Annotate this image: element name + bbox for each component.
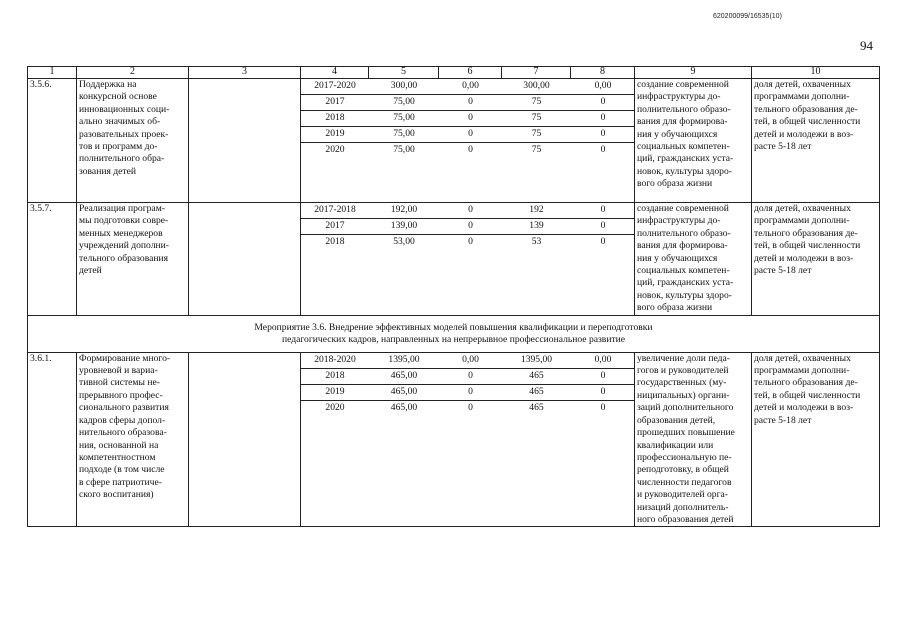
header-col-7: 7 xyxy=(502,67,571,79)
period-col6: 0 xyxy=(439,111,502,127)
period-year: 2020 xyxy=(325,401,345,413)
period-col6: 0 xyxy=(468,236,473,247)
period-col7: 75 xyxy=(531,144,542,155)
periods-table xyxy=(301,353,635,416)
period-col8: 0,00 xyxy=(571,79,635,95)
period-col6: 0 xyxy=(439,127,502,143)
period-total: 465,00 xyxy=(369,384,439,400)
period-total: 192,00 xyxy=(369,203,439,219)
period-total: 75,00 xyxy=(369,95,439,111)
period-year: 2018-2020 xyxy=(301,353,369,369)
period-year: 2017 xyxy=(301,95,369,111)
period-col8: 0 xyxy=(600,401,606,413)
period-col8: 0 xyxy=(571,368,635,384)
period-col6: 0,00 xyxy=(439,79,502,95)
period-year: 2017 xyxy=(301,219,369,235)
period-year: 2018 xyxy=(301,368,369,384)
row-target: доля детей, охваченных программами дополни- тельного образования де- тей, в общей численности детей и молодежи в воз- расте 5-18 лет xyxy=(752,352,880,527)
header-col-9: 9 xyxy=(635,67,752,79)
period-col7: 53 xyxy=(531,236,542,247)
period-row xyxy=(301,235,635,251)
period-col6: 0 xyxy=(439,203,502,219)
period-total: 53,00 xyxy=(393,236,415,247)
period-col8: 0 xyxy=(600,144,606,155)
period-total: 75,00 xyxy=(393,144,415,155)
period-col7: 465 xyxy=(502,368,571,384)
period-total: 465,00 xyxy=(369,368,439,384)
period-col8: 0 xyxy=(571,384,635,400)
period-total: 465,00 xyxy=(390,401,418,413)
period-row xyxy=(301,127,635,143)
row-target: доля детей, охваченных программами дополни- тельного образования де- тей, в общей численности детей и молодежи в воз- расте 5-18 лет xyxy=(752,203,880,316)
period-row xyxy=(301,79,635,95)
row-indicator: создание современной инфраструктуры до- полнительного образо- вания для формирова- ния у обучающихся социальных компетен- ций, гражданских уста- новок, культуры здоро- вого образа жизни xyxy=(635,79,752,203)
period-year: 2017-2018 xyxy=(301,203,369,219)
row-target: доля детей, охваченных программами дополни- тельного образования де- тей, в общей численности детей и молодежи в воз- расте 5-18 лет xyxy=(752,79,880,203)
period-col7: 75 xyxy=(502,111,571,127)
table-row xyxy=(28,203,880,316)
row-periods xyxy=(301,79,635,203)
period-col6: 0 xyxy=(439,384,502,400)
period-col7: 1395,00 xyxy=(502,353,571,369)
period-year: 2018 xyxy=(301,111,369,127)
header-col-1: 1 xyxy=(28,67,77,79)
period-year: 2019 xyxy=(301,384,369,400)
event-title: Мероприятие 3.6. Внедрение эффективных моделей повышения квалификации и переподготовки педагогических кадров, направленных на непрерывное профессиональное развитие xyxy=(28,315,880,352)
period-col6: 0 xyxy=(439,219,502,235)
period-row xyxy=(301,384,635,400)
row-activity-name: Реализация програм- мы подготовки совре- менных менеджеров учреждений дополни- тельного образования детей xyxy=(77,203,189,316)
period-col8: 0,00 xyxy=(571,353,635,369)
period-row xyxy=(301,400,635,416)
header-col-4: 4 xyxy=(301,67,369,79)
period-row xyxy=(301,353,635,369)
period-col8: 0 xyxy=(571,111,635,127)
period-col8: 0 xyxy=(600,236,606,247)
header-col-3: 3 xyxy=(189,67,301,79)
program-table xyxy=(27,66,880,527)
page-number: 94 xyxy=(860,38,873,53)
header-col-2: 2 xyxy=(77,67,189,79)
row-indicator: создание современной инфраструктуры до- полнительного образо- вания для формирова- ния у обучающихся социальных компетен- ций, гражданских уста- новок, культуры здоро- вого образа жизни xyxy=(635,203,752,316)
period-row xyxy=(301,95,635,111)
period-col6: 0 xyxy=(439,368,502,384)
period-total: 139,00 xyxy=(369,219,439,235)
row-col3 xyxy=(189,352,301,527)
header-col-10: 10 xyxy=(752,67,880,79)
row-periods xyxy=(301,352,635,527)
header-col-5: 5 xyxy=(369,67,439,79)
event-heading-row xyxy=(28,315,880,352)
header-col-6: 6 xyxy=(439,67,502,79)
period-col7: 300,00 xyxy=(502,79,571,95)
period-col6: 0 xyxy=(468,401,473,413)
period-col8: 0 xyxy=(571,219,635,235)
period-row xyxy=(301,203,635,219)
row-col3 xyxy=(189,203,301,316)
period-col7: 139 xyxy=(502,219,571,235)
period-col8: 0 xyxy=(571,95,635,111)
period-col7: 75 xyxy=(502,95,571,111)
period-year: 2017-2020 xyxy=(301,79,369,95)
period-year: 2020 xyxy=(325,144,345,155)
period-total: 75,00 xyxy=(369,111,439,127)
header-row xyxy=(28,67,880,79)
period-year: 2019 xyxy=(301,127,369,143)
document-id: 620200099/16535(10) xyxy=(713,13,782,20)
period-total: 75,00 xyxy=(369,127,439,143)
row-periods xyxy=(301,203,635,316)
row-col3 xyxy=(189,79,301,203)
row-code: 3.5.7. xyxy=(28,203,77,316)
period-col6: 0,00 xyxy=(439,353,502,369)
period-col8: 0 xyxy=(571,203,635,219)
period-col7: 465 xyxy=(529,401,544,413)
period-row xyxy=(301,143,635,159)
row-activity-name: Поддержка на конкурсной основе инновационных соци- ально значимых об- разовательных проек- тов и программ до- полнительного обра- зования детей xyxy=(77,79,189,203)
row-code: 3.5.6. xyxy=(28,79,77,203)
period-col6: 0 xyxy=(468,144,473,155)
period-col7: 75 xyxy=(502,127,571,143)
row-activity-name: Формирование много- уровневой и вариа- тивной системы не- прерывного профес- сионального развития кадров сферы допол- нительного образова- ния, основанной на компетентностном подходе (в том числе в сфере патриотиче- ского воспитания) xyxy=(77,352,189,527)
period-year: 2018 xyxy=(325,236,345,247)
period-row xyxy=(301,219,635,235)
row-code: 3.6.1. xyxy=(28,352,77,527)
periods-table xyxy=(301,203,635,250)
row-indicator: увеличение доли педа- гогов и руководителей государственных (му- ниципальных) органи- заций дополнительного образования детей, прошедших повышение квалификации или профессиональную пе- реподготовку, в общей численности педагогов и руководителей орга- низаций дополнитель- ного образования детей xyxy=(635,352,752,527)
table-row xyxy=(28,352,880,527)
table-row xyxy=(28,79,880,203)
period-col8: 0 xyxy=(571,127,635,143)
periods-table xyxy=(301,79,635,158)
period-col7: 465 xyxy=(502,384,571,400)
period-row xyxy=(301,111,635,127)
period-total: 300,00 xyxy=(369,79,439,95)
period-total: 1395,00 xyxy=(369,353,439,369)
header-col-8: 8 xyxy=(571,67,635,79)
period-col7: 192 xyxy=(502,203,571,219)
period-col6: 0 xyxy=(439,95,502,111)
period-row xyxy=(301,368,635,384)
